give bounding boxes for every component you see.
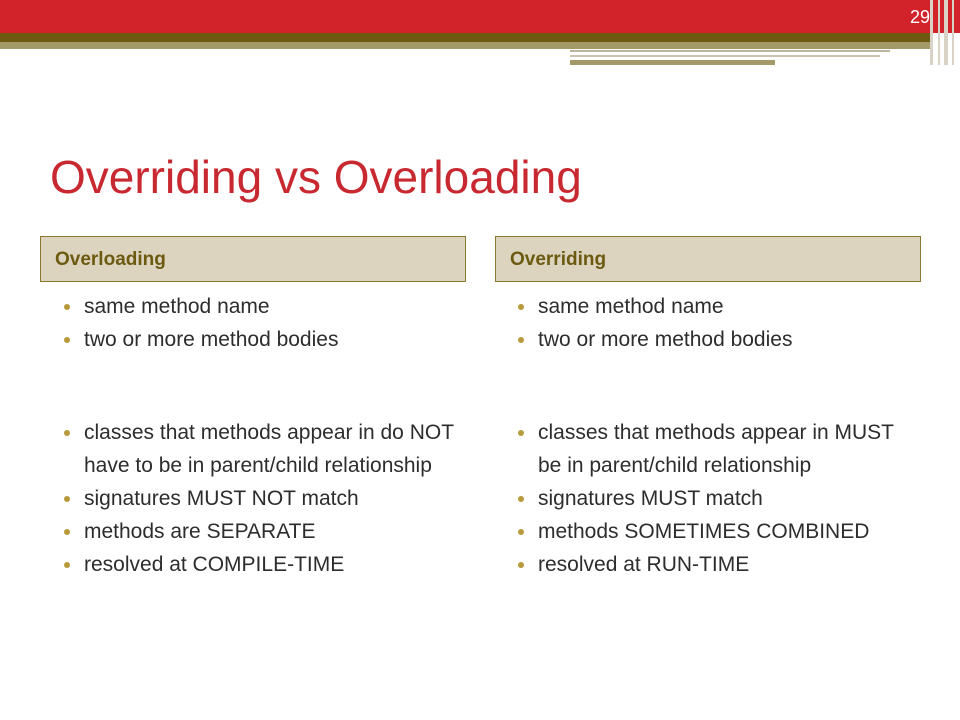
- overloading-list: [56, 290, 466, 581]
- overriding-list: [510, 290, 920, 581]
- decorative-vertical-line: [938, 0, 940, 65]
- list-item-text: same method name: [84, 295, 270, 318]
- list-item-text: two or more method bodies: [84, 328, 339, 351]
- list-item-text: classes that methods appear in MUST be in parent/child relationship: [538, 421, 894, 477]
- slide-number: 29: [909, 7, 930, 27]
- list-item: [56, 515, 466, 548]
- decorative-line: [570, 55, 880, 57]
- list-item: [510, 323, 920, 356]
- list-item: [56, 290, 466, 323]
- bullet-icon: [518, 529, 524, 535]
- decorative-line: [570, 50, 890, 52]
- list-item-text: resolved at COMPILE-TIME: [84, 553, 345, 576]
- list-item-text: same method name: [538, 295, 724, 318]
- bullet-icon: [64, 304, 70, 310]
- list-item: [510, 548, 920, 581]
- bullet-icon: [518, 430, 524, 436]
- bullet-icon: [64, 496, 70, 502]
- decorative-line: [570, 60, 775, 65]
- bullet-icon: [518, 562, 524, 568]
- slide-title: Overriding vs Overloading: [50, 151, 582, 203]
- top-banner-gold: [0, 42, 930, 49]
- bullet-icon: [64, 430, 70, 436]
- list-item-text: methods SOMETIMES COMBINED: [538, 520, 870, 543]
- list-item: [510, 515, 920, 548]
- top-banner-olive: [0, 33, 930, 42]
- top-banner-red: [0, 0, 960, 33]
- list-item: [56, 482, 466, 515]
- list-item-text: resolved at RUN-TIME: [538, 553, 750, 576]
- list-item-text: signatures MUST match: [538, 487, 763, 510]
- bullet-icon: [64, 562, 70, 568]
- list-item-text: signatures MUST NOT match: [84, 487, 359, 510]
- list-item-text: methods are SEPARATE: [84, 520, 316, 543]
- bullet-icon: [518, 496, 524, 502]
- bullet-icon: [64, 529, 70, 535]
- list-item-text: classes that methods appear in do NOT have to be in parent/child relationship: [84, 421, 454, 477]
- list-item: [510, 482, 920, 515]
- column-header-overloading: Overloading: [40, 236, 466, 282]
- decorative-vertical-line: [952, 0, 954, 65]
- bullet-icon: [518, 337, 524, 343]
- list-item: [510, 416, 918, 482]
- decorative-vertical-line: [930, 0, 933, 65]
- list-item: [56, 548, 466, 581]
- list-item-text: two or more method bodies: [538, 328, 793, 351]
- column-header-overriding: Overriding: [495, 236, 921, 282]
- list-item: [56, 416, 464, 482]
- list-item: [56, 323, 466, 356]
- decorative-vertical-line: [944, 0, 948, 65]
- bullet-icon: [64, 337, 70, 343]
- bullet-icon: [518, 304, 524, 310]
- list-item: [510, 290, 920, 323]
